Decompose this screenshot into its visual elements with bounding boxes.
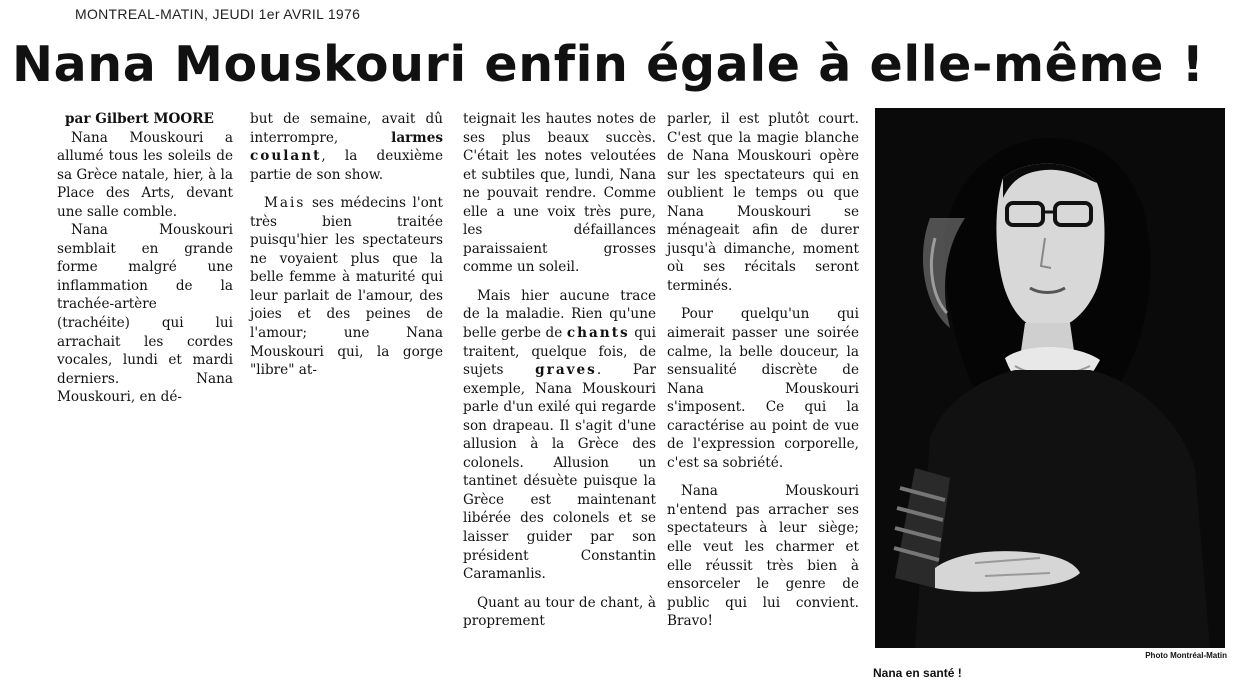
text-run: coulant bbox=[250, 148, 322, 165]
paragraph: Pour quelqu'un qui aimerait passer une soirée calme, la belle douceur, la sensualité discrète de Nana Mouskouri s'imposent. Ce qui la caractérise au point de vue de l'expression corporelle, c'est sa sobriété. bbox=[667, 306, 859, 471]
article-column-1 bbox=[57, 110, 233, 407]
text-run: qui traitent, quelque fois, de sujets bbox=[463, 325, 656, 379]
text-run: graves bbox=[535, 362, 597, 379]
text-run: larmes bbox=[391, 129, 443, 146]
text-run: but de semaine, avait dû interrompre, bbox=[250, 111, 443, 146]
text-run: chants bbox=[566, 325, 630, 342]
paragraph bbox=[250, 194, 443, 379]
article-column-4 bbox=[667, 110, 859, 631]
photo-credit: Photo Montréal-Matin bbox=[1145, 651, 1227, 660]
portrait-illustration bbox=[875, 108, 1225, 648]
byline: par Gilbert MOORE bbox=[65, 111, 214, 127]
article-column-2 bbox=[250, 110, 443, 380]
paragraph bbox=[250, 110, 443, 184]
paragraph: parler, il est plutôt court. C'est que la magie blanche de Nana Mouskouri opère sur les spectateurs qui en oublient le temps ou que Nana Mouskouri se ménageait afin de durer jusqu'à dimanche, moment où ses récitals seront terminés. bbox=[667, 111, 859, 294]
headline: Nana Mouskouri enfin égale à elle-même ! bbox=[12, 36, 1205, 93]
text-run: Mais bbox=[264, 195, 306, 212]
text-run: Mais hier aucune trace de la maladie. Rien qu'une belle gerbe de bbox=[463, 287, 656, 342]
paragraph: teignait les hautes notes de ses plus beaux succès. C'était les notes veloutées et subtiles que, lundi, Nana ne pouvait rendre. Comme elle a une voix très pure, les défaillances paraissaient grosses comme un soleil. bbox=[463, 111, 656, 276]
paragraph: Nana Mouskouri a allumé tous les soleils de sa Grèce natale, hier, à la Place des Arts, devant une salle comble. bbox=[57, 129, 233, 220]
text-run: . Par exemple, Nana Mouskouri parle d'un exilé qui regarde son drapeau. Il s'agit d'une allusion à la Grèce des colonels. Allusion un tantinet désuète puisque la Grèce est maintenant libérée des colonels et se laisser guider par son président Constantin Caramanlis. bbox=[463, 362, 657, 583]
text-run: , la deuxième partie de son show. bbox=[250, 148, 443, 183]
dateline: MONTREAL-MATIN, JEUDI 1er AVRIL 1976 bbox=[75, 6, 361, 22]
photo-nana-mouskouri bbox=[875, 108, 1225, 648]
paragraph: Nana Mouskouri n'entend pas arracher ses spectateurs à leur siège; elle veut les charmer et elle réussit très bien à ensorceler le genre de public qui lui convient. Bravo! bbox=[667, 483, 859, 630]
text-run: ses médecins l'ont très bien traitée puisqu'hier les spectateurs ne voyaient plus que la belle femme à maturité qui leur parlait de l'amour, des joies et des peines de l'amour; une Nana Mouskouri qui, la gorge "libre" at- bbox=[250, 195, 443, 379]
paragraph: Nana Mouskouri semblait en grande forme malgré une inflammation de la trachée-artère (trachéite) qui lui arrachait les cordes vocales, lundi et mardi derniers. Nana Mouskouri, en dé- bbox=[57, 222, 233, 406]
paragraph: Quant au tour de chant, à proprement bbox=[463, 594, 656, 630]
paragraph bbox=[463, 287, 656, 584]
photo-caption: Nana en santé ! bbox=[873, 666, 962, 680]
article-column-3 bbox=[463, 110, 656, 631]
